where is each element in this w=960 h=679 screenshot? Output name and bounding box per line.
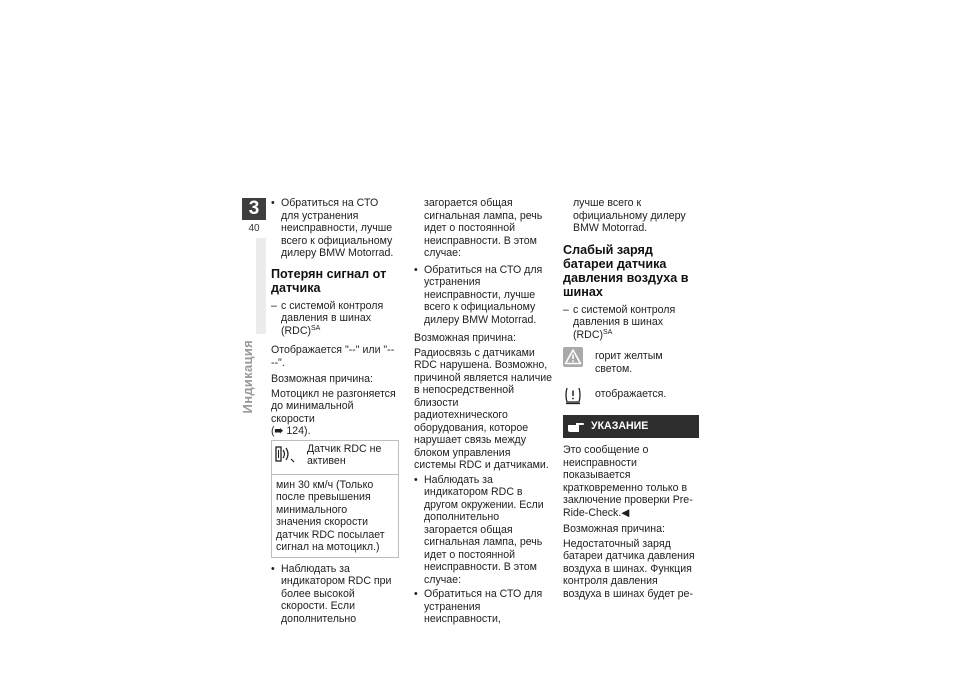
equipment-note <box>271 300 399 338</box>
section-heading: Потерян сигнал от датчика <box>271 266 387 295</box>
display-text: Отображается "--" или "-- --". <box>271 344 395 369</box>
note-text: Это сообщение о неисправности показывается кратковременно только в заключение проверки Pre-Ride-Check.◀ <box>563 444 693 519</box>
list-item: • Обратиться на СТО для устранения неисправности, <box>414 588 553 626</box>
note-banner <box>563 415 699 438</box>
cause-body: Мотоцикл не разгоняется до минимальной скорости <box>271 387 396 425</box>
equipment-sup: SA <box>311 324 321 332</box>
tire-symbol-row <box>563 385 699 405</box>
info-box <box>271 440 399 558</box>
column-1 <box>271 197 399 627</box>
equipment-text: с системой контроля давления в шинах (RDC) <box>573 303 676 341</box>
warning-triangle-icon <box>563 347 583 367</box>
tab-strip <box>256 238 266 334</box>
info-box-title: Датчик RDC не активен <box>307 442 382 467</box>
list-item: • Обратиться на СТО для устранения неисправности, лучше всего к официальному дилеру BMW Motorrad. <box>414 264 553 327</box>
cause-label: Возможная причина: <box>271 373 373 385</box>
section-heading: Слабый заряд батареи датчика давления воздуха в шинах <box>563 242 689 299</box>
equipment-text: с системой контроля давления в шинах (RDC) <box>281 299 384 337</box>
chapter-tab <box>242 198 266 234</box>
page-number: 40 <box>248 223 260 234</box>
continuation-text: лучше всего к официальному дилеру BMW Motorrad. <box>573 197 686 234</box>
tire-symbol-text: отображается. <box>595 388 667 400</box>
note-title: УКАЗАНИЕ <box>591 420 649 433</box>
pointing-hand-icon <box>567 421 585 433</box>
equipment-sup: SA <box>603 328 613 336</box>
cause-text: Недостаточный заряд батареи датчика давления воздуха в шинах. Функция контроля давления воздуха в шинах будет ре- <box>563 537 695 600</box>
cause-label: Возможная причина: <box>414 332 516 344</box>
list-item: • Наблюдать за индикатором RDC при более высокой скорости. Если дополнительно <box>271 563 399 626</box>
equipment-note <box>563 304 699 342</box>
page-reference[interactable]: 124). <box>283 425 311 437</box>
column-3 <box>563 197 699 602</box>
tire-pressure-icon <box>563 385 583 405</box>
ref-open: ( <box>271 425 275 437</box>
list-item: • Обратиться на СТО для устранения неисправности, лучше всего к официальному дилеру BMW Motorrad. <box>271 197 399 260</box>
tire-sensor-icon <box>275 445 295 463</box>
cause-label: Возможная причина: <box>563 523 665 535</box>
info-box-text: мин 30 км/ч (Только после превышения минимального значения скорости датчик RDC посылает сигнал на мотоцикл.) <box>276 478 385 553</box>
column-2 <box>414 197 553 628</box>
cause-text <box>271 388 399 438</box>
list-item: • Наблюдать за индикатором RDC в другом окружении. Если дополнительно загорается общая сигнальная лампа, речь идет о постоянной неисправности. В этом случае: <box>414 474 553 587</box>
section-title: Индикация <box>240 340 255 414</box>
warning-light-row <box>563 347 699 375</box>
cause-text: Радиосвязь с датчиками RDC нарушена. Возможно, причиной является наличие в непосредственной близости радиотехнического оборудования, которое нарушает связь между блоком управления системы RDC и датчиками. <box>414 346 553 471</box>
warning-light-text: горит желтым светом. <box>595 350 663 375</box>
reference-arrow-icon: ➠ <box>274 425 284 437</box>
continuation-text: загорается общая сигнальная лампа, речь идет о постоянной неисправности. В этом случае: <box>424 197 543 259</box>
chapter-number: 3 <box>242 198 266 220</box>
